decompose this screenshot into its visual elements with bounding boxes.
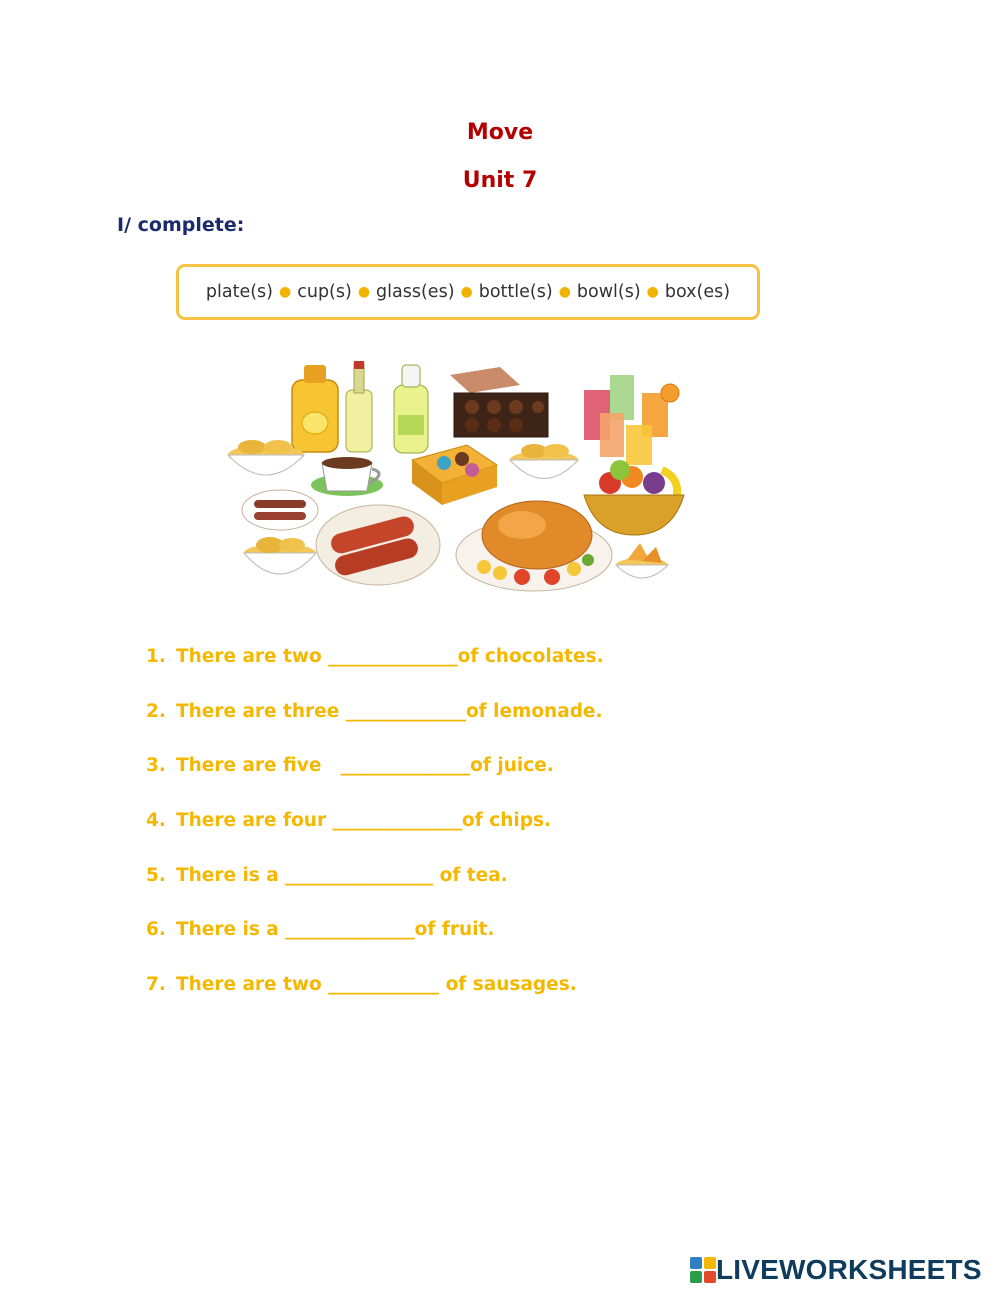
- sausage-skewers-icon: [242, 490, 318, 530]
- question-list: [146, 646, 604, 1029]
- question-text: There are two ____________ of sausages.: [176, 974, 577, 996]
- chips-bowl-icon: [510, 444, 578, 479]
- separator-dot-icon: ●: [279, 284, 292, 300]
- separator-dot-icon: ●: [558, 284, 571, 300]
- lemonade-bottle-icon: [292, 365, 338, 452]
- chips-bowl-icon: [244, 537, 316, 574]
- question-number: 7.: [146, 974, 166, 996]
- question-item: [146, 646, 604, 701]
- section-heading: I/ complete:: [117, 214, 245, 236]
- separator-dot-icon: ●: [460, 284, 473, 300]
- unit-label: Unit 7: [462, 168, 538, 193]
- logo-text: LIVEWORKSHEETS: [716, 1254, 982, 1285]
- word-bank-item: bowl(s): [576, 282, 641, 302]
- question-number: 1.: [146, 646, 166, 667]
- question-text: There are three _____________of lemonade.: [176, 700, 603, 722]
- question-item: [146, 701, 604, 756]
- question-text: There are four ______________of chips.: [176, 810, 551, 832]
- word-bank-item: glass(es): [376, 282, 455, 302]
- separator-dot-icon: ●: [357, 284, 371, 300]
- nachos-bowl-icon: [616, 543, 668, 578]
- question-item: [146, 755, 604, 810]
- word-bank-item: plate(s): [205, 282, 274, 302]
- question-item: [146, 810, 604, 865]
- chocolate-box-icon: [450, 367, 548, 437]
- question-number: 2.: [146, 700, 166, 722]
- fruit-bowl-icon: [584, 460, 684, 535]
- juice-bottle-icon: [394, 365, 428, 453]
- separator-dot-icon: ●: [646, 284, 659, 300]
- drink-bottle-icon: [346, 361, 372, 452]
- question-text: There are two ______________of chocolates.: [176, 646, 604, 667]
- question-number: 5.: [146, 864, 166, 886]
- word-bank: [176, 264, 760, 320]
- question-number: 3.: [146, 755, 166, 777]
- tea-cup-icon: [311, 457, 383, 496]
- chocolate-gift-box-icon: [412, 445, 497, 505]
- juice-glasses-icon: [584, 375, 679, 465]
- liveworksheets-logo[interactable]: [690, 1253, 982, 1287]
- food-illustration: [222, 355, 692, 600]
- question-number: 4.: [146, 810, 166, 832]
- word-bank-item: box(es): [664, 282, 731, 302]
- worksheet-title: Move: [466, 120, 534, 145]
- question-item: [146, 919, 604, 974]
- question-number: 6.: [146, 919, 166, 941]
- word-bank-item: bottle(s): [478, 282, 553, 302]
- question-text: There is a ________________ of tea.: [176, 864, 508, 886]
- liveworksheets-logo-icon: [690, 1257, 716, 1283]
- word-bank-item: cup(s): [297, 282, 352, 302]
- question-text: There is a ______________of fruit.: [176, 919, 495, 941]
- sausage-plate-icon: [316, 505, 440, 585]
- question-item: [146, 974, 604, 1029]
- question-text: There are five ______________of juice.: [176, 755, 554, 777]
- roast-chicken-icon: [456, 501, 612, 591]
- question-item: [146, 865, 604, 920]
